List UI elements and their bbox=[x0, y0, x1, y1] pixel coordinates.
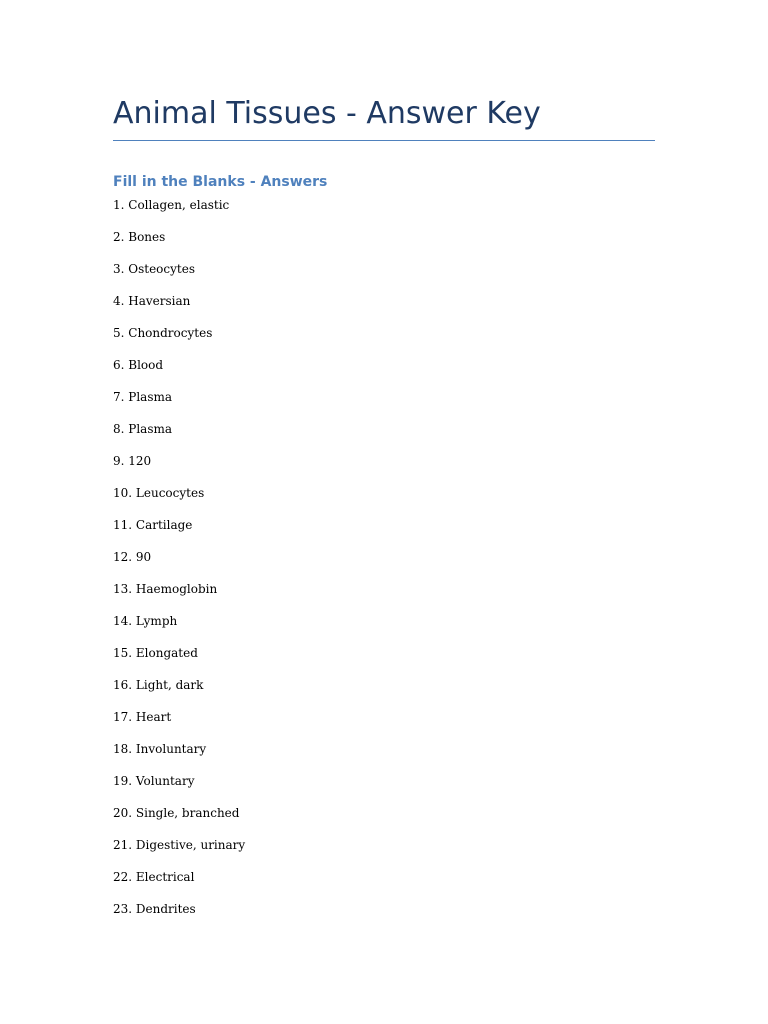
list-item: 3. Osteocytes bbox=[113, 262, 195, 276]
answer-list bbox=[113, 196, 245, 932]
list-item: 10. Leucocytes bbox=[113, 486, 205, 500]
list-item: 21. Digestive, urinary bbox=[113, 838, 246, 852]
list-item: 4. Haversian bbox=[113, 294, 191, 308]
list-item: 6. Blood bbox=[113, 358, 164, 372]
list-item: 15. Elongated bbox=[113, 646, 198, 660]
title-underline-divider bbox=[113, 140, 655, 141]
list-item: 5. Chondrocytes bbox=[113, 326, 213, 340]
list-item: 11. Cartilage bbox=[113, 518, 193, 532]
list-item: 13. Haemoglobin bbox=[113, 582, 218, 596]
list-item: 14. Lymph bbox=[113, 614, 178, 628]
list-item: 22. Electrical bbox=[113, 870, 195, 884]
list-item: 19. Voluntary bbox=[113, 774, 195, 788]
list-item: 18. Involuntary bbox=[113, 742, 207, 756]
list-item: 20. Single, branched bbox=[113, 806, 240, 820]
list-item: 16. Light, dark bbox=[113, 678, 204, 692]
list-item: 2. Bones bbox=[113, 230, 166, 244]
page-title: Animal Tissues - Answer Key bbox=[113, 96, 541, 131]
list-item: 17. Heart bbox=[113, 710, 172, 724]
list-item: 8. Plasma bbox=[113, 422, 173, 436]
list-item: 9. 120 bbox=[113, 454, 152, 468]
list-item: 23. Dendrites bbox=[113, 902, 196, 916]
list-item: 1. Collagen, elastic bbox=[113, 198, 230, 212]
list-item: 12. 90 bbox=[113, 550, 152, 564]
section-heading: Fill in the Blanks - Answers bbox=[113, 174, 328, 190]
list-item: 7. Plasma bbox=[113, 390, 173, 404]
